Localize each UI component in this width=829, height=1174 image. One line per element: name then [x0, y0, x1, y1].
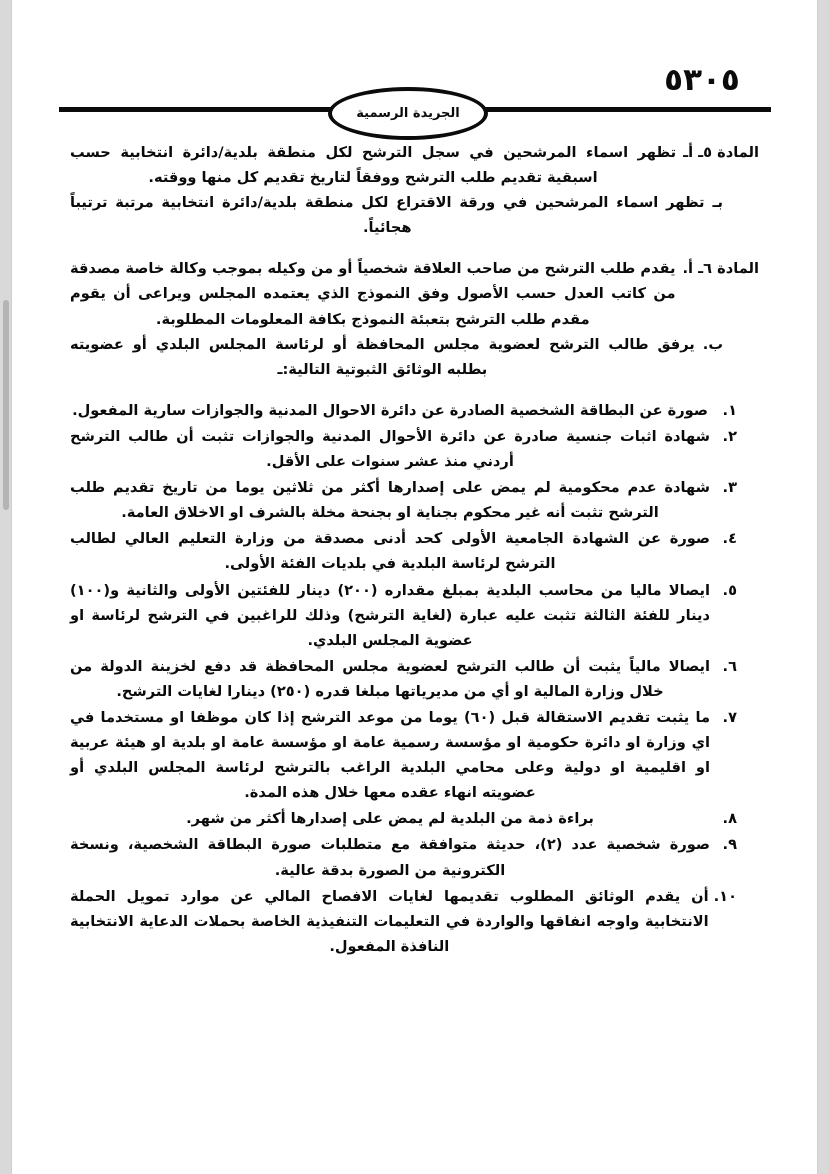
list-item-text: صورة عن البطاقة الشخصية الصادرة عن دائرة الاحوال المدنية والجوازات سارية المفعول. [72, 401, 708, 419]
list-item-number: ٢. [722, 427, 737, 445]
document-page [12, 0, 817, 1174]
list-item [70, 884, 759, 959]
list-item [70, 526, 759, 576]
list-item-number: ٩. [722, 836, 737, 854]
list-item-number: ٧. [722, 708, 737, 726]
list-item [70, 654, 759, 704]
list-item-text: صورة عن الشهادة الجامعية الأولى كحد أدنى مصدقة من وزارة التعليم العالي لطالب الترشح لرئاسة البلدية في بلديات الفئة الأولى. [70, 530, 710, 573]
list-item-text: شهادة اثبات جنسية صادرة عن دائرة الأحوال المدنية والجوازات تثبت أن طالب الترشح أردني منذ عشر سنوات على الأقل. [70, 427, 710, 471]
page-scrollbar-track[interactable] [0, 0, 12, 1174]
list-item-number: ١. [722, 401, 737, 419]
article-5-paragraph-b [70, 190, 759, 240]
gazette-name-label: الجريدة الرسمية [356, 106, 460, 121]
article-5-sub-b-label: بـ [712, 194, 723, 212]
article-5-text: تظهر اسماء المرشحين في سجل الترشح لكل منطقة بلدية/دائرة انتخابية حسب اسبقية تقديم طلب الترشح ووفقاً لتاريخ تقديم كل منها ووقته. [70, 144, 677, 187]
document-body [70, 140, 759, 960]
article-5-sub-b-text: تظهر اسماء المرشحين في ورقة الاقتراع لكل منطقة بلدية/دائرة انتخابية مرتبة ترتيباً هجائياً. [70, 194, 705, 237]
gazette-name-badge [328, 87, 488, 140]
article-6-paragraph-b [70, 332, 759, 382]
list-item-number: ٨. [722, 810, 737, 828]
list-item-text: براءة ذمة من البلدية لم يمض على إصدارها أكثر من شهر. [186, 810, 594, 828]
required-documents-list [70, 398, 759, 959]
list-item-text: صورة شخصية عدد (٢)، حديثة متوافقة مع متطلبات صورة البطاقة الشخصية، ونسخة الكترونية من الصورة بدقة عالية. [70, 836, 710, 879]
list-item-text: أن يقدم الوثائق المطلوب تقديمها لغايات الافصاح المالي عن موارد تمويل الحملة الانتخابية واوجه انفاقها والواردة في التعليمات التنفيذية الخاصة بحملات الدعاية الانتخابية النافذة المفعول. [70, 887, 709, 955]
article-6-sub-b-label: ب. [702, 335, 723, 353]
article-6-label: المادة ٦ـ أ. [682, 260, 759, 278]
article-6-text: يقدم طلب الترشح من صاحب العلاقة شخصياً أو من وكيله بموجب وكالة خاصة مصدقة من كاتب العدل حسب الأصول وفق النموذج الذي يعتمده المجلس ويراعى أن يقوم مقدم طلب الترشح بتعبئة النموذج بكافة المعلومات المطلوبة. [70, 260, 676, 328]
list-item-number: ٥. [722, 581, 737, 599]
page-scrollbar-thumb[interactable] [3, 300, 9, 510]
list-item [70, 424, 759, 474]
page-number: ٥٣٠٥ [664, 62, 740, 98]
list-item-number: ١٠. [713, 887, 737, 905]
article-6 [70, 256, 759, 381]
list-item-number: ٦. [722, 657, 737, 675]
list-item-text: شهادة عدم محكومية لم يمض على إصدارها أكثر من ثلاثين يوما من تاريخ تقديم طلب الترشح تثبت أنه غير محكوم بجناية او بجنحة مخلة بالشرف او الاخلاق العامة. [70, 479, 710, 522]
list-item-number: ٣. [722, 479, 737, 497]
list-item [70, 806, 759, 831]
article-5-label: المادة ٥ـ أـ [683, 144, 759, 161]
article-6-sub-b-text: يرفق طالب الترشح لعضوية مجلس المحافظة أو لرئاسة المجلس البلدي أو عضويته بطلبه الوثائق الثبوتية التالية:ـ [70, 335, 695, 378]
article-5 [70, 140, 759, 240]
list-item-number: ٤. [722, 530, 737, 548]
article-6-paragraph-a [70, 256, 759, 331]
list-item [70, 705, 759, 805]
article-5-paragraph-a [70, 140, 759, 190]
list-item-text: ايصالا ماليا من محاسب البلدية بمبلغ مقداره (٢٠٠) دينار للفئتين الأولى والثانية و(١٠٠) دينار للفئة الثالثة تثبت عليه عبارة (لغاية الترشح) وذلك للراغبين في الترشح لرئاسة او عضوية المجلس البلدي. [70, 581, 711, 649]
list-item [70, 475, 759, 525]
list-item-text: ما يثبت تقديم الاستقالة قبل (٦٠) يوما من موعد الترشح إذا كان موظفا او مستخدما في اي وزارة او دائرة حكومية او مؤسسة رسمية عامة او مؤسسة عامة او بلدية او هيئة عربية او اقليمية او دولية وعلى محامي البلدية الراغب بالترشح لرئاسة المجلس البلدي أو عضويته انهاء عقده معها خلال هذه المدة. [70, 708, 710, 802]
list-item [70, 578, 759, 653]
list-item [70, 398, 759, 423]
page-right-margin [817, 0, 829, 1174]
list-item [70, 832, 759, 882]
page-masthead [12, 62, 817, 124]
list-item-text: ايصالا مالياً يثبت أن طالب الترشح لعضوية مجلس المحافظة قد دفع لخزينة الدولة من خلال وزارة المالية او أي من مديرياتها مبلغا قدره (٢٥٠) دينارا لغايات الترشح. [70, 657, 710, 700]
